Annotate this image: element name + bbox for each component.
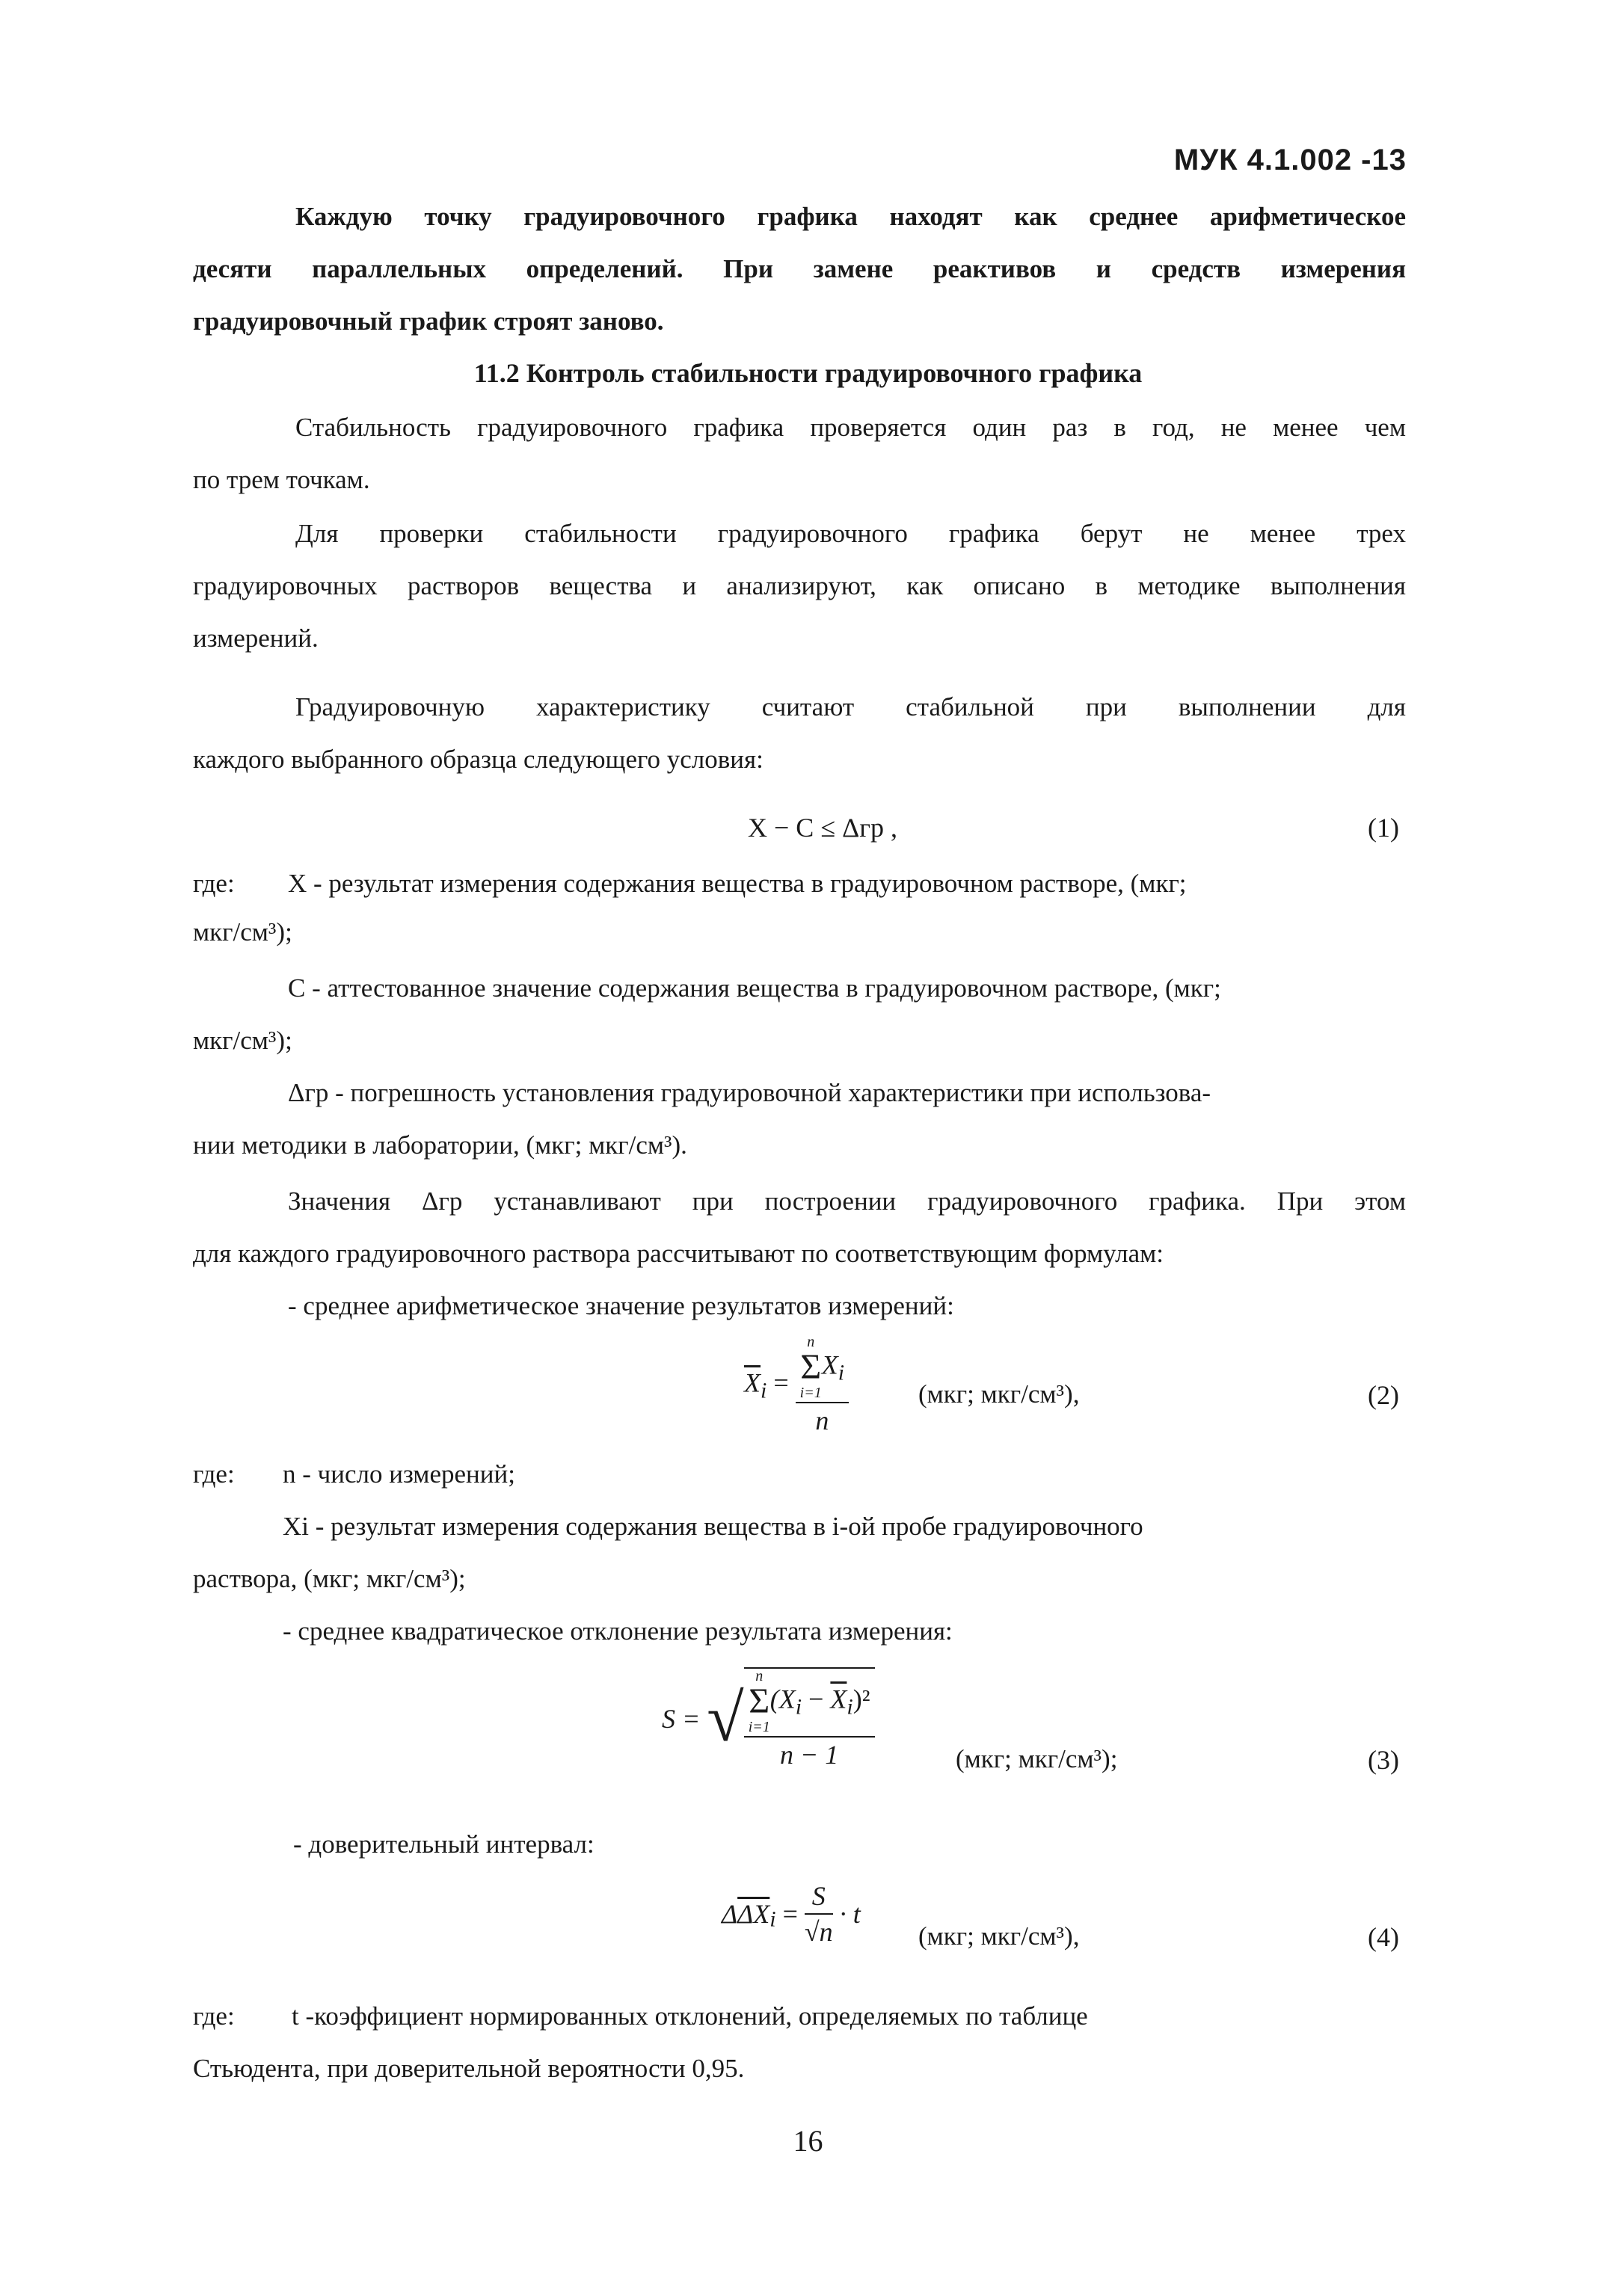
paragraph-line: градуировочный график строят заново.: [193, 307, 664, 336]
page-number: 16: [793, 2124, 823, 2158]
mean-symbol: $\overline{\Delta X}$: [737, 1899, 770, 1929]
equation-number: (2): [1368, 1380, 1399, 1410]
subscript: i: [795, 1694, 802, 1720]
fraction: [805, 1880, 833, 1948]
where-label: где:: [193, 869, 235, 898]
definition-line: нии методики в лаборатории, (мкг; мкг/см³).: [193, 1130, 687, 1160]
lhs: S =: [662, 1704, 701, 1734]
mean-symbol: $\overline{X}$: [830, 1684, 847, 1714]
numerator: S: [805, 1880, 833, 1915]
paragraph-line: Для проверки стабильности градуировочного графика берут не менее трех: [295, 519, 1406, 548]
units: (мкг; мкг/см³),: [918, 1921, 1080, 1951]
definition-line: n - число измерений;: [283, 1459, 515, 1489]
paragraph-line: десяти параллельных определений. При замене реактивов и средств измерения: [193, 254, 1406, 283]
subscript: i: [838, 1360, 845, 1385]
definition-line: C - аттестованное значение содержания вещества в градуировочном растворе, (мкг;: [288, 973, 1221, 1003]
paragraph-line: Значения Δгр устанавливают при построении градуировочного графика. При этом: [288, 1187, 1406, 1216]
equation-number: (3): [1368, 1745, 1399, 1775]
multiplier: · t: [839, 1899, 861, 1929]
subscript: i: [847, 1694, 853, 1720]
where-label: где:: [193, 2001, 235, 2031]
denominator: n: [815, 1406, 829, 1435]
paragraph-line: Градуировочную характеристику считают стабильной при выполнении для: [295, 692, 1406, 721]
equation-2: $\overline{X}_i$ = n Σ i=1 $X_i$ n: [744, 1335, 849, 1436]
sum-lower-limit: i=1: [799, 1385, 822, 1401]
units: (мкг; мкг/см³);: [956, 1744, 1118, 1773]
paragraph-line: Стабильность градуировочного графика проверяется один раз в год, не менее чем: [295, 413, 1406, 442]
definition-line: мкг/см³);: [193, 1026, 292, 1055]
delta-mean: $\Delta\overline{\Delta X}$: [722, 1899, 770, 1929]
definition-line: t -коэффициент нормированных отклонений, определяемых по таблице: [292, 2001, 1088, 2031]
sum-upper-limit: n: [807, 1334, 815, 1350]
where-label: где:: [193, 1459, 235, 1489]
definition-line: X - результат измерения содержания вещества в градуировочном растворе, (мкг;: [288, 869, 1187, 898]
equation-4: [722, 1880, 861, 1948]
definition-line: раствора, (мкг; мкг/см³);: [193, 1564, 466, 1593]
paragraph-line: измерений.: [193, 624, 319, 653]
equation-1: X − C ≤ Δгр ,: [748, 813, 897, 843]
subscript: i: [769, 1906, 776, 1932]
paragraph-line: градуировочных растворов вещества и анализируют, как описано в методике выполнения: [193, 571, 1406, 600]
equals-sign: =: [782, 1899, 798, 1929]
paragraph-line: по трем точкам.: [193, 465, 370, 494]
paragraph-line: - среднее арифметическое значение результатов измерений:: [288, 1291, 954, 1320]
sum-upper-limit: n: [755, 1668, 764, 1684]
sum-lower-limit: i=1: [748, 1719, 770, 1735]
document-code-header: МУК 4.1.002 -13: [1173, 144, 1407, 176]
sum-term: X: [821, 1349, 838, 1380]
paragraph-line: Каждую точку градуировочного графика находят как среднее арифметическое: [295, 202, 1406, 231]
fraction: n Σ i=1 $(X_i - \overline{X}_i)^2$ n − 1: [744, 1669, 875, 1770]
paragraph-line: - доверительный интервал:: [293, 1829, 595, 1859]
paragraph-line: для каждого градуировочного раствора рассчитывают по соответствующим формулам:: [193, 1239, 1164, 1268]
equation-number: (1): [1368, 813, 1399, 843]
paragraph-line: - среднее квадратическое отклонение результата измерения:: [283, 1616, 953, 1646]
subscript: i: [761, 1378, 767, 1403]
section-heading: 11.2 Контроль стабильности градуировочного графика: [473, 358, 1143, 388]
definition-line: Xi - результат измерения содержания вещества в i-ой пробе градуировочного: [283, 1512, 1143, 1541]
term-end: )²: [852, 1684, 870, 1714]
denominator: √n: [804, 1917, 833, 1947]
term: (X: [769, 1684, 796, 1714]
paragraph-line: каждого выбранного образца следующего условия:: [193, 745, 764, 774]
fraction: n Σ i=1 $X_i$ n: [796, 1335, 849, 1436]
mean-symbol: $\overline{X}$: [744, 1367, 761, 1398]
equation-3: S = √ n Σ i=1 $(X_i - \overline{X}_i)^2$ n − 1: [662, 1667, 875, 1770]
definition-line: мкг/см³);: [193, 917, 292, 947]
definition-line: Стьюдента, при доверительной вероятности 0,95.: [193, 2054, 745, 2083]
denominator: n − 1: [779, 1740, 839, 1770]
operator: −: [802, 1684, 831, 1714]
definition-line: Δгр - погрешность установления градуировочной характеристики при использова-: [288, 1078, 1211, 1107]
units: (мкг; мкг/см³),: [918, 1379, 1080, 1409]
equation-number: (4): [1368, 1922, 1399, 1952]
